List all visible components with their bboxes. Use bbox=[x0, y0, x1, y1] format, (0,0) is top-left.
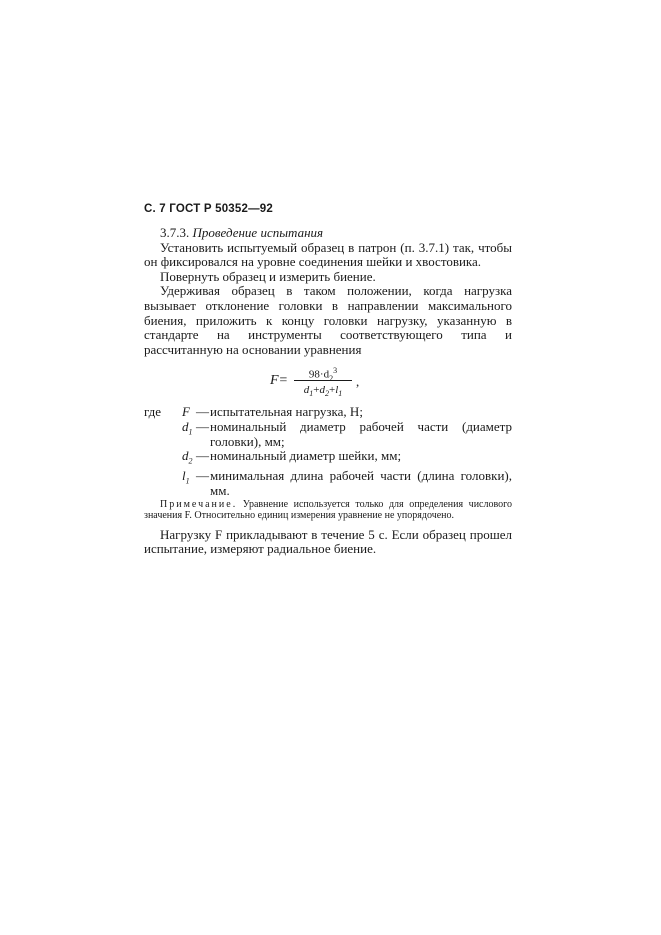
legend-text: номинальный диаметр рабочей части (диаметр головки), мм; bbox=[210, 418, 512, 449]
legend-dash: — bbox=[196, 448, 209, 464]
legend-symbol-char: F bbox=[182, 404, 190, 420]
legend-text: минимальная длина рабочей части (длина головки), мм. bbox=[210, 468, 512, 498]
paragraph-2: Повернуть образец и измерить биение. bbox=[160, 268, 376, 284]
note bbox=[144, 499, 512, 522]
formula-fraction bbox=[294, 363, 352, 397]
legend-symbol bbox=[182, 405, 196, 420]
section-number: 3.7.3. bbox=[160, 225, 190, 240]
formula-denominator bbox=[294, 383, 352, 397]
legend-row bbox=[144, 449, 512, 469]
note-label: Примечание. bbox=[160, 498, 238, 510]
numerator-coefficient: 98·d bbox=[308, 369, 330, 381]
legend-symbol-char: l bbox=[182, 468, 186, 484]
legend-dash: — bbox=[196, 418, 209, 434]
legend-symbol bbox=[182, 420, 196, 440]
den-d1: d bbox=[303, 384, 310, 397]
symbol-legend bbox=[144, 405, 512, 498]
page-header: С. 7 ГОСТ Р 50352—92 bbox=[144, 203, 273, 215]
formula-trailing-comma: , bbox=[356, 374, 360, 390]
legend-symbol bbox=[182, 449, 196, 469]
legend-row bbox=[144, 469, 512, 498]
den-d2-sub: 2 bbox=[324, 389, 329, 399]
legend-text: испытательная нагрузка, Н; bbox=[210, 404, 363, 420]
legend-dash: — bbox=[196, 404, 209, 420]
den-d2: d bbox=[319, 384, 325, 397]
den-l1: l bbox=[335, 384, 339, 397]
legend-dash: — bbox=[196, 468, 209, 484]
section-heading bbox=[144, 226, 512, 241]
legend-lead: где bbox=[144, 404, 162, 420]
formula-lhs: F= bbox=[270, 373, 288, 389]
den-plus-1: + bbox=[313, 384, 320, 397]
legend-symbol-sub: 1 bbox=[188, 427, 193, 437]
legend-symbol-char: d bbox=[182, 418, 189, 434]
paragraph-1: Установить испытуемый образец в патрон (п. 3.7.1) так, чтобы он фиксировался на уровне соединения шейки и хвостовика. bbox=[144, 239, 512, 270]
den-d1-sub: 1 bbox=[309, 389, 314, 399]
legend-text: номинальный диаметр шейки, мм; bbox=[210, 448, 402, 464]
legend-symbol bbox=[182, 469, 196, 489]
legend-symbol-sub: 2 bbox=[188, 456, 193, 466]
legend-row bbox=[144, 420, 512, 449]
legend-symbol-char: d bbox=[182, 448, 189, 464]
section-title: Проведение испытания bbox=[192, 225, 324, 240]
document-body bbox=[144, 226, 512, 557]
numerator-subscript: 2 bbox=[329, 374, 334, 384]
legend-row bbox=[144, 405, 512, 420]
den-plus-2: + bbox=[328, 384, 336, 397]
formula-numerator bbox=[294, 363, 352, 384]
numerator-superscript: 3 bbox=[333, 366, 338, 376]
den-l1-sub: 1 bbox=[338, 389, 343, 399]
final-paragraph: Нагрузку F прикладывают в течение 5 с. Если образец прошел испытание, измеряют радиальное биение. bbox=[144, 526, 512, 557]
paragraph-3: Удерживая образец в таком положении, когда нагрузка вызывает отклонение головки в направлении максимального биения, приложить к концу головки нагрузку, указанную в стандарте на инструменты соответствующего типа и рассчитанную на основании уравнения bbox=[144, 283, 512, 357]
legend-symbol-sub: 1 bbox=[185, 476, 190, 486]
note-text: Уравнение используется только для определения числового значения F. Относительно единиц измерения уравнение не упорядочено. bbox=[144, 498, 512, 521]
formula bbox=[144, 363, 512, 403]
